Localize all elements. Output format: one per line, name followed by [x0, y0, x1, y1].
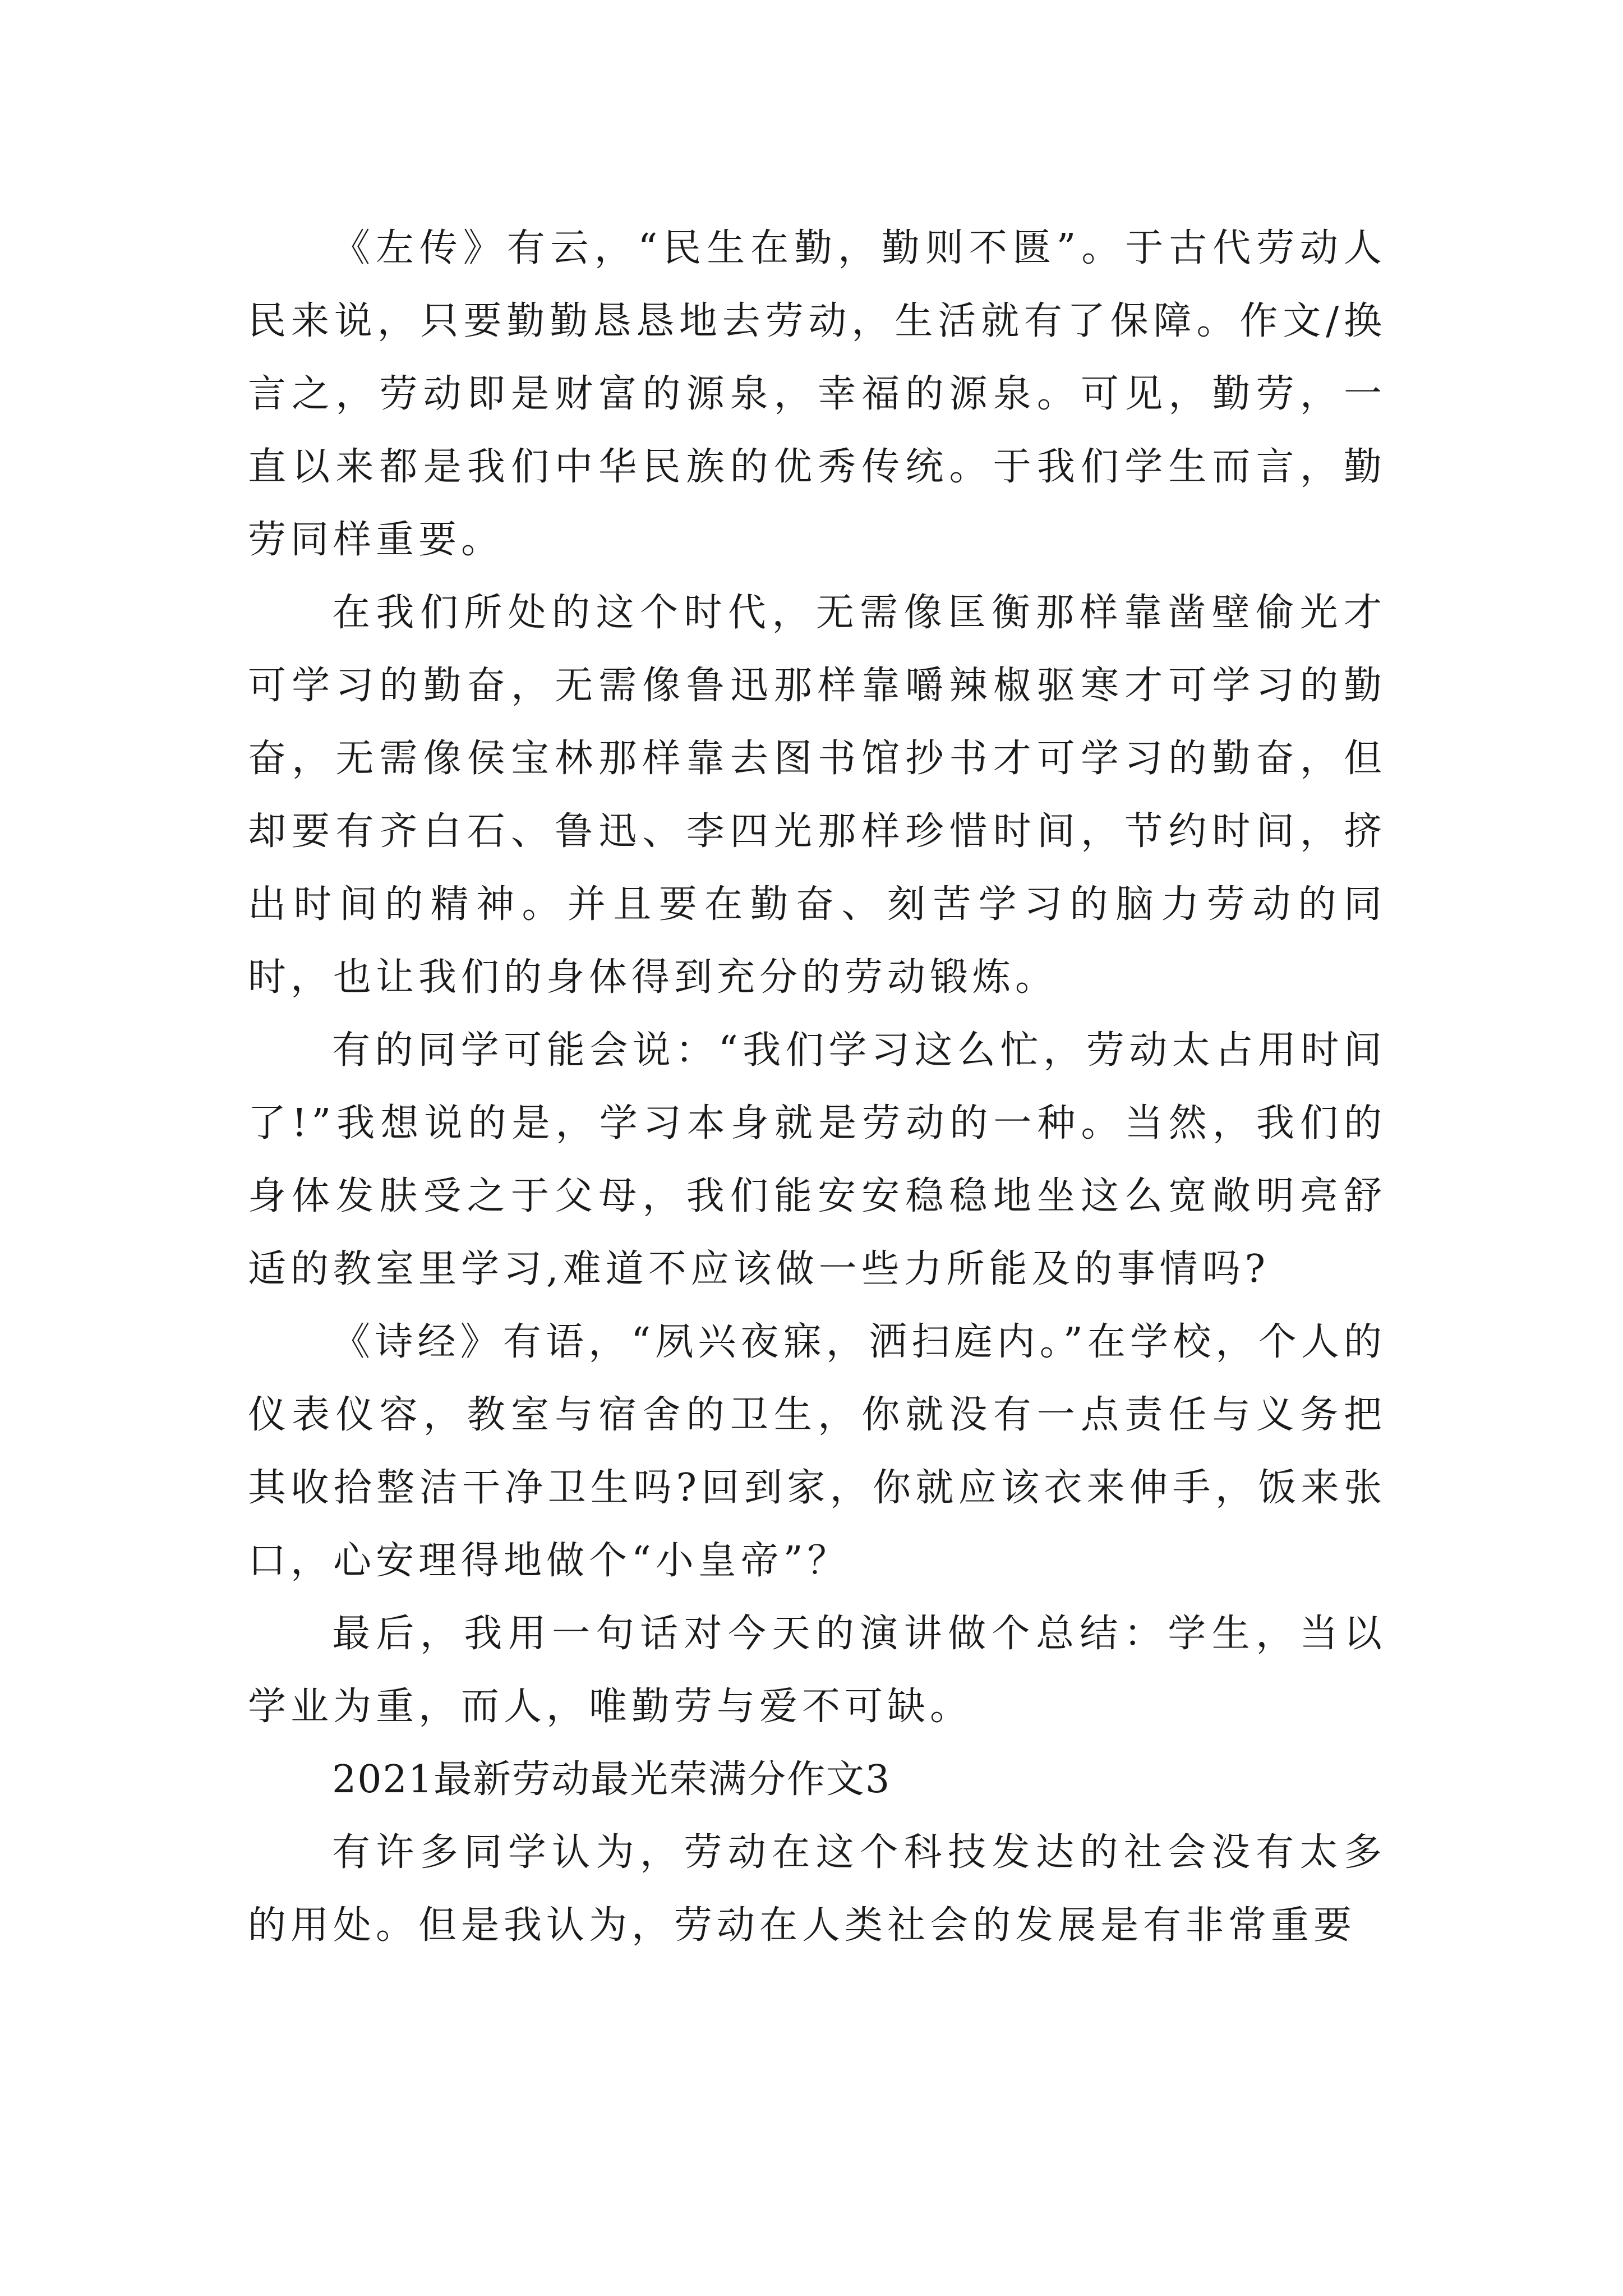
paragraph-conclusion: 最后，我用一句话对今天的演讲做个总结：学生，当以学业为重，而人，唯勤劳与爱不可缺。	[248, 1612, 1386, 1729]
paragraph-shijing: 《诗经》有语，“夙兴夜寐，洒扫庭内。”在学校，个人的仪表仪容，教室与宿舍的卫生，你就没有一点责任与义务把其收拾整洁干净卫生吗?回到家，你就应该衣来伸手，饭来张口，心安理得地做个“小皇帝”？	[248, 1320, 1386, 1583]
paragraph-classmates: 有的同学可能会说：“我们学习这么忙，劳动太占用时间了!”我想说的是，学习本身就是劳动的一种。当然，我们的身体发肤受之于父母，我们能安安稳稳地坐这么宽敞明亮舒适的教室里学习,难道不应该做一些力所能及的事情吗?	[248, 1028, 1386, 1291]
paragraph-essay3-opening: 有许多同学认为，劳动在这个科技发达的社会没有太多的用处。但是我认为，劳动在人类社会的发展是有非常重要	[248, 1830, 1386, 1948]
paragraph-era: 在我们所处的这个时代，无需像匡衡那样靠凿壁偷光才可学习的勤奋，无需像鲁迅那样靠嚼辣椒驱寒才可学习的勤奋，无需像侯宝林那样靠去图书馆抄书才可学习的勤奋，但却要有齐白石、鲁迅、李四光那样珍惜时间，节约时间，挤出时间的精神。并且要在勤奋、刻苦学习的脑力劳动的同时，也让我们的身体得到充分的劳动锻炼。	[248, 591, 1386, 1000]
document-body	[248, 212, 1386, 1962]
essay-heading: 2021最新劳动最光荣满分作文3	[332, 1757, 891, 1802]
paragraph-zuozhuan: 《左传》有云，“民生在勤，勤则不匮”。于古代劳动人民来说，只要勤勤恳恳地去劳动，生活就有了保障。作文/换言之，劳动即是财富的源泉，幸福的源泉。可见，勤劳，一直以来都是我们中华民族的优秀传统。于我们学生而言，勤劳同样重要。	[248, 226, 1386, 562]
